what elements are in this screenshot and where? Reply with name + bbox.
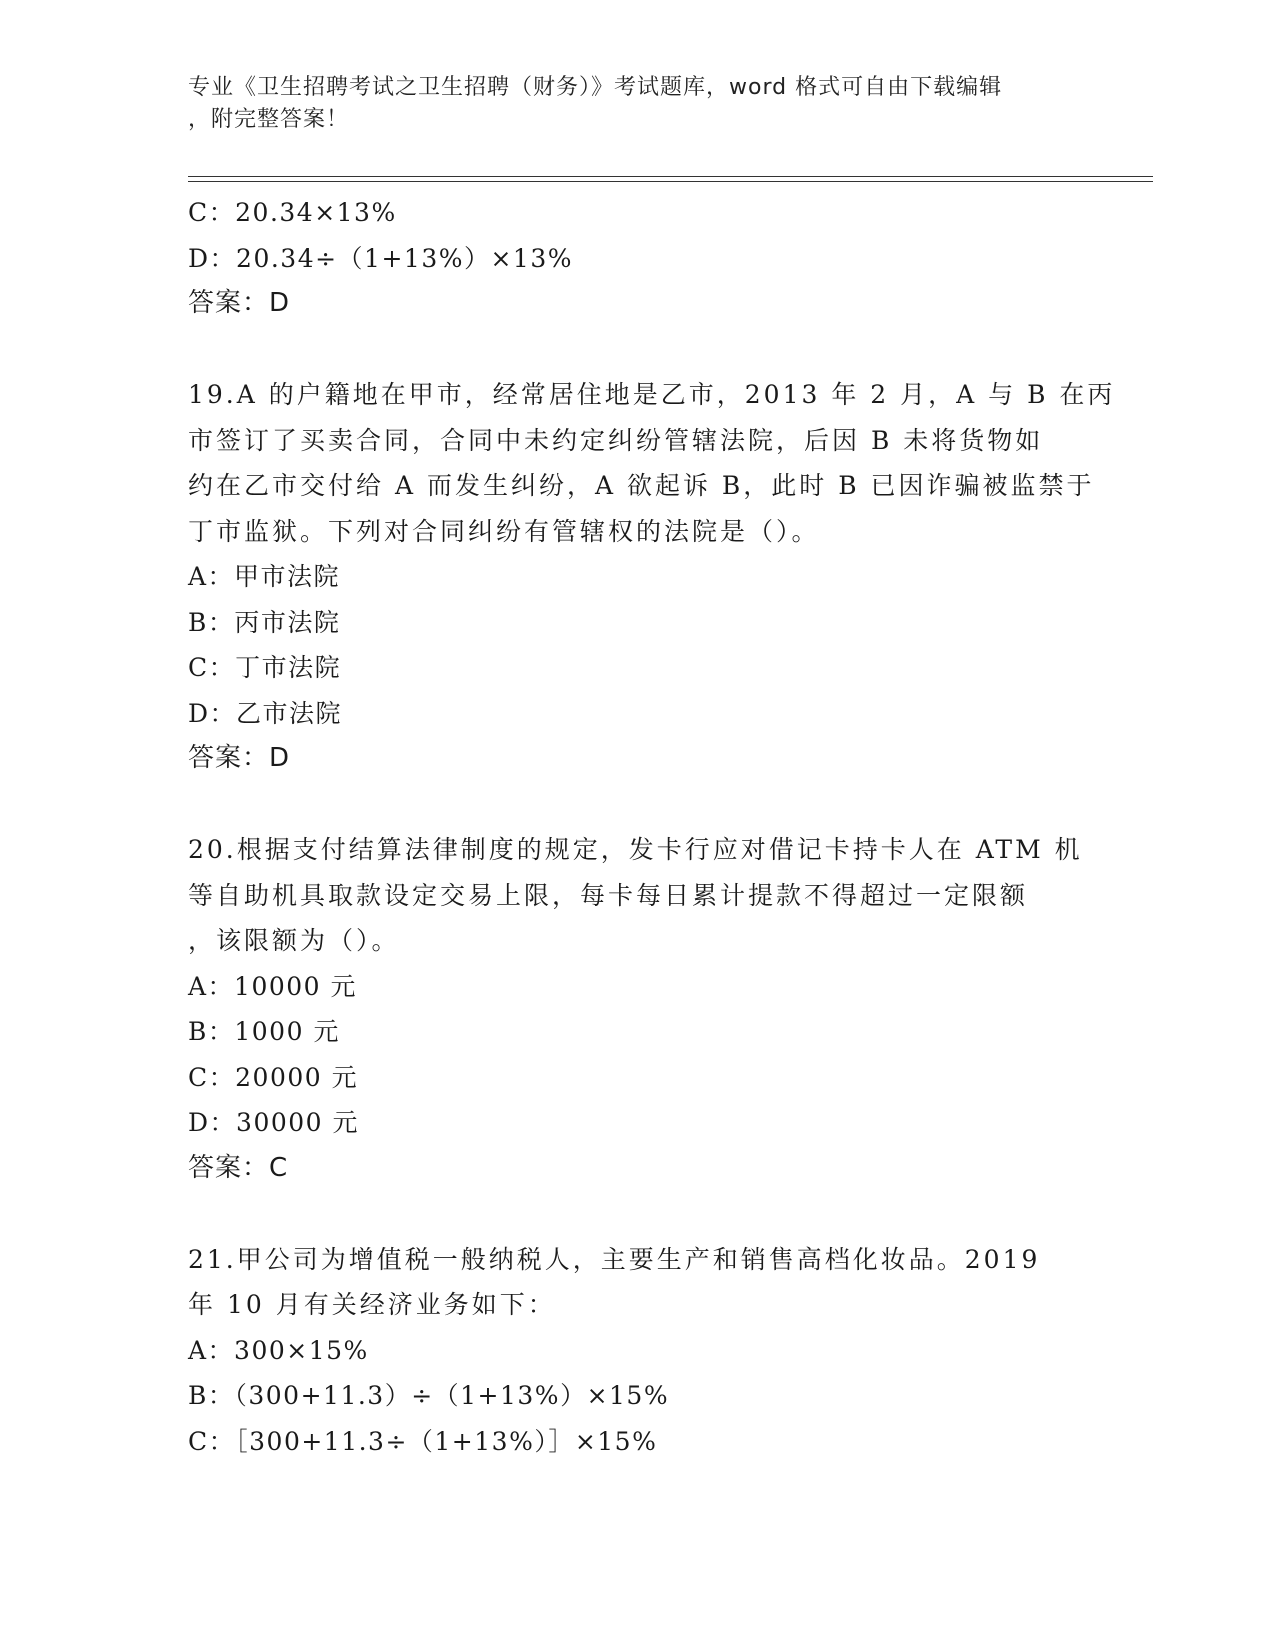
question-20-answer: 答案：C — [188, 1152, 289, 1183]
answer-line: 答案：D — [188, 288, 291, 318]
question-20-line: ，该限额为（）。 — [188, 926, 400, 955]
question-19-line: 丁市监狱。下列对合同纠纷有管辖权的法院是（）。 — [188, 516, 820, 546]
question-19-option-c: C：丁市法院 — [188, 653, 342, 682]
question-20-line: 20.根据支付结算法律制度的规定，发卡行应对借记卡持卡人在 ATM 机 — [188, 835, 1083, 864]
question-20-line: 等自助机具取款设定交易上限，每卡每日累计提款不得超过一定限额 — [188, 880, 1029, 910]
header-line-2: ，附完整答案！ — [188, 107, 350, 132]
question-19-option-b: B：丙市法院 — [188, 607, 341, 637]
spacer — [188, 782, 1088, 828]
header-line-1: 专业《卫生招聘考试之卫生招聘（财务）》考试题库，word 格式可自由下载编辑 — [188, 75, 1003, 100]
option-d: D：20.34÷（1+13%）×13% — [188, 243, 573, 273]
spacer — [188, 1191, 1088, 1237]
question-19-line: 约在乙市交付给 A 而发生纠纷，A 欲起诉 B，此时 B 已因诈骗被监禁于 — [188, 471, 1095, 500]
question-19-line: 市签订了买卖合同，合同中未约定纠纷管辖法院，后因 B 未将货物如 — [188, 425, 1044, 455]
question-20-option-b: B：1000 元 — [188, 1017, 340, 1046]
question-20-option-a: A：10000 元 — [188, 971, 358, 1001]
question-19-option-a: A：甲市法院 — [188, 562, 341, 591]
document-body — [188, 190, 1116, 1464]
option-c: C：20.34×13% — [188, 198, 397, 227]
question-19-answer: 答案：D — [188, 743, 291, 773]
document-header — [188, 72, 1068, 136]
question-21-option-b: B：（300+11.3）÷（1+13%）×15% — [188, 1381, 670, 1410]
question-21-line: 年 10 月有关经济业务如下： — [188, 1290, 556, 1319]
question-19-line: 19.A 的户籍地在甲市，经常居住地是乙市，2013 年 2 月，A 与 B 在丙 — [188, 380, 1116, 409]
question-20-option-c: C：20000 元 — [188, 1062, 359, 1092]
spacer — [188, 327, 1088, 373]
question-21-option-c: C：［300+11.3÷（1+13%）］×15% — [188, 1426, 658, 1456]
question-20-option-d: D：30000 元 — [188, 1108, 360, 1137]
header-divider-top — [188, 176, 1153, 177]
question-19-option-d: D：乙市法院 — [188, 698, 343, 728]
question-21-line: 21.甲公司为增值税一般纳税人，主要生产和销售高档化妆品。2019 — [188, 1244, 1041, 1274]
question-21-option-a: A：300×15% — [188, 1335, 369, 1365]
header-divider-bottom — [188, 181, 1153, 182]
